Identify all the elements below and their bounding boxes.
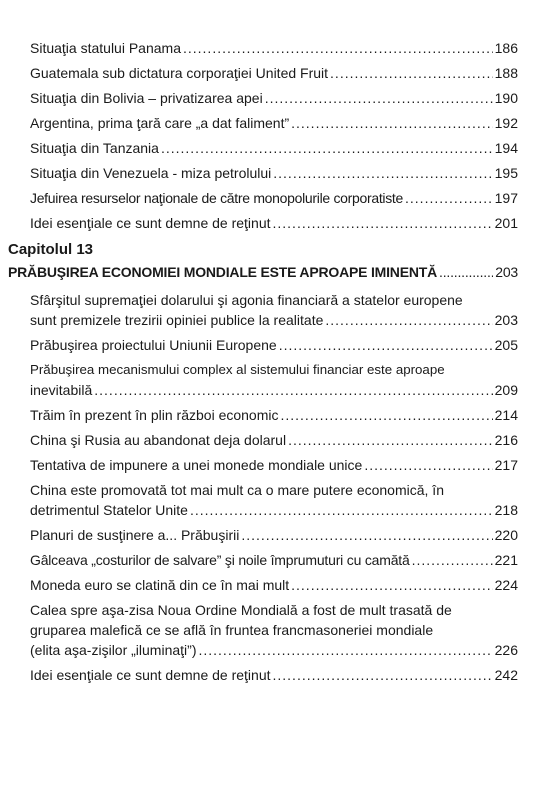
entry-last-line — [30, 310, 518, 330]
dot-leader — [291, 575, 493, 595]
entry-title-line: Sfârşitul supremaţiei dolarului şi agonia financiară a statelor europene — [30, 292, 463, 308]
toc-entry[interactable] — [30, 525, 518, 545]
page-number: 197 — [494, 190, 518, 206]
entry-title: Situaţia din Bolivia – privatizarea apei — [30, 90, 263, 106]
page-number: 224 — [494, 577, 518, 593]
entry-title: sunt premizele trezirii opiniei publice la realitate — [30, 312, 324, 328]
toc-entry[interactable] — [30, 550, 518, 570]
page-number: 217 — [494, 457, 518, 473]
entry-title: China şi Rusia au abandonat deja dolarul — [30, 432, 287, 448]
entry-title: Situaţia din Tanzania — [30, 140, 159, 156]
page-number: 226 — [494, 642, 518, 658]
toc-entry[interactable] — [30, 88, 518, 108]
dot-leader — [183, 38, 493, 58]
page-number: 192 — [494, 115, 518, 131]
page-number: 209 — [494, 382, 518, 398]
entry-last-line — [30, 640, 518, 660]
toc-entry[interactable] — [30, 430, 518, 450]
entry-title: Situaţia din Venezuela - miza petrolului — [30, 165, 272, 181]
toc-entry[interactable] — [30, 213, 518, 233]
entry-last-line — [30, 380, 518, 400]
entry-last-line — [30, 500, 518, 520]
dot-leader — [280, 405, 492, 425]
dot-leader — [439, 262, 493, 282]
toc-entry[interactable] — [30, 455, 518, 475]
dot-leader — [161, 138, 493, 158]
dot-leader — [405, 188, 493, 208]
page-number: 221 — [494, 552, 518, 568]
entry-title: Argentina, prima ţară care „a dat faliment” — [30, 115, 290, 131]
entry-title: Jefuirea resurselor naţionale de către monopolurile corporatiste — [30, 190, 404, 206]
dot-leader — [364, 455, 492, 475]
dot-leader — [273, 213, 493, 233]
entry-title: Trăim în prezent în plin război economic — [30, 407, 279, 423]
page-number: 203 — [495, 264, 518, 280]
toc-entry[interactable] — [30, 63, 518, 83]
previous-chapter-entries — [30, 38, 518, 238]
toc-entry[interactable] — [30, 335, 518, 355]
toc-entry[interactable] — [30, 38, 518, 58]
dot-leader — [273, 665, 493, 685]
page-number: 188 — [494, 65, 518, 81]
entry-title: Tentativa de impunere a unei monede mondiale unice — [30, 457, 363, 473]
dot-leader — [325, 310, 492, 330]
dot-leader — [330, 63, 493, 83]
entry-title: Prăbuşirea proiectului Uniunii Europene — [30, 337, 277, 353]
dot-leader — [273, 163, 492, 183]
entry-title-line: Calea spre aşa-zisa Noua Ordine Mondială a fost de mult trasată de — [30, 602, 452, 618]
dot-leader — [279, 335, 493, 355]
entry-title: (elita aşa-zişilor „iluminaţi”) — [30, 642, 197, 658]
toc-entry[interactable] — [30, 163, 518, 183]
page-number: 242 — [494, 667, 518, 683]
chapter-13-entries — [30, 290, 518, 690]
page-number: 186 — [494, 40, 518, 56]
page-number: 201 — [494, 215, 518, 231]
dot-leader — [198, 640, 492, 660]
entry-title: Idei esenţiale ce sunt demne de reţinut — [30, 215, 271, 231]
chapter-title: PRĂBUŞIREA ECONOMIEI MONDIALE ESTE APROAPE IMINENTĂ — [8, 264, 438, 280]
chapter-label: Capitolul 13 — [8, 241, 94, 258]
toc-entry[interactable] — [30, 665, 518, 685]
page-number: 218 — [494, 502, 518, 518]
toc-entry[interactable] — [30, 360, 518, 400]
entry-title: Gâlceava „costurilor de salvare” şi noile împrumuturi cu camătă — [30, 552, 410, 568]
entry-title-line: gruparea malefică ce se află în fruntea francmasoneriei mondiale — [30, 622, 434, 638]
entry-title: Situaţia statului Panama — [30, 40, 181, 56]
entry-title: Planuri de susţinere a... Prăbuşirii — [30, 527, 240, 543]
chapter-title-entry[interactable] — [8, 262, 518, 282]
toc-entry[interactable] — [30, 480, 518, 520]
dot-leader — [241, 525, 492, 545]
entry-title: Idei esenţiale ce sunt demne de reţinut — [30, 667, 271, 683]
toc-entry[interactable] — [30, 600, 518, 660]
entry-title: inevitabilă — [30, 382, 93, 398]
entry-title-line: Prăbuşirea mecanismului complex al sistemului financiar este aproape — [30, 362, 445, 377]
toc-entry[interactable] — [30, 405, 518, 425]
dot-leader — [288, 430, 493, 450]
page-number: 195 — [494, 165, 518, 181]
entry-title: detrimentul Statelor Unite — [30, 502, 188, 518]
page-number: 194 — [494, 140, 518, 156]
toc-entry[interactable] — [30, 575, 518, 595]
dot-leader — [412, 550, 493, 570]
page-number: 216 — [494, 432, 518, 448]
entry-title: Moneda euro se clatină din ce în mai mult — [30, 577, 290, 593]
toc-entry[interactable] — [30, 138, 518, 158]
dot-leader — [190, 500, 493, 520]
page-number: 205 — [494, 337, 518, 353]
dot-leader — [94, 380, 492, 400]
dot-leader — [291, 113, 493, 133]
toc-entry[interactable] — [30, 113, 518, 133]
page-number: 190 — [494, 90, 518, 106]
page-number: 214 — [494, 407, 518, 423]
toc-entry[interactable] — [30, 188, 518, 208]
entry-title: Guatemala sub dictatura corporaţiei United Fruit — [30, 65, 329, 81]
toc-entry[interactable] — [30, 290, 518, 330]
page-number: 220 — [494, 527, 518, 543]
page-number: 203 — [494, 312, 518, 328]
dot-leader — [265, 88, 493, 108]
entry-title-line: China este promovată tot mai mult ca o mare putere economică, în — [30, 482, 444, 498]
